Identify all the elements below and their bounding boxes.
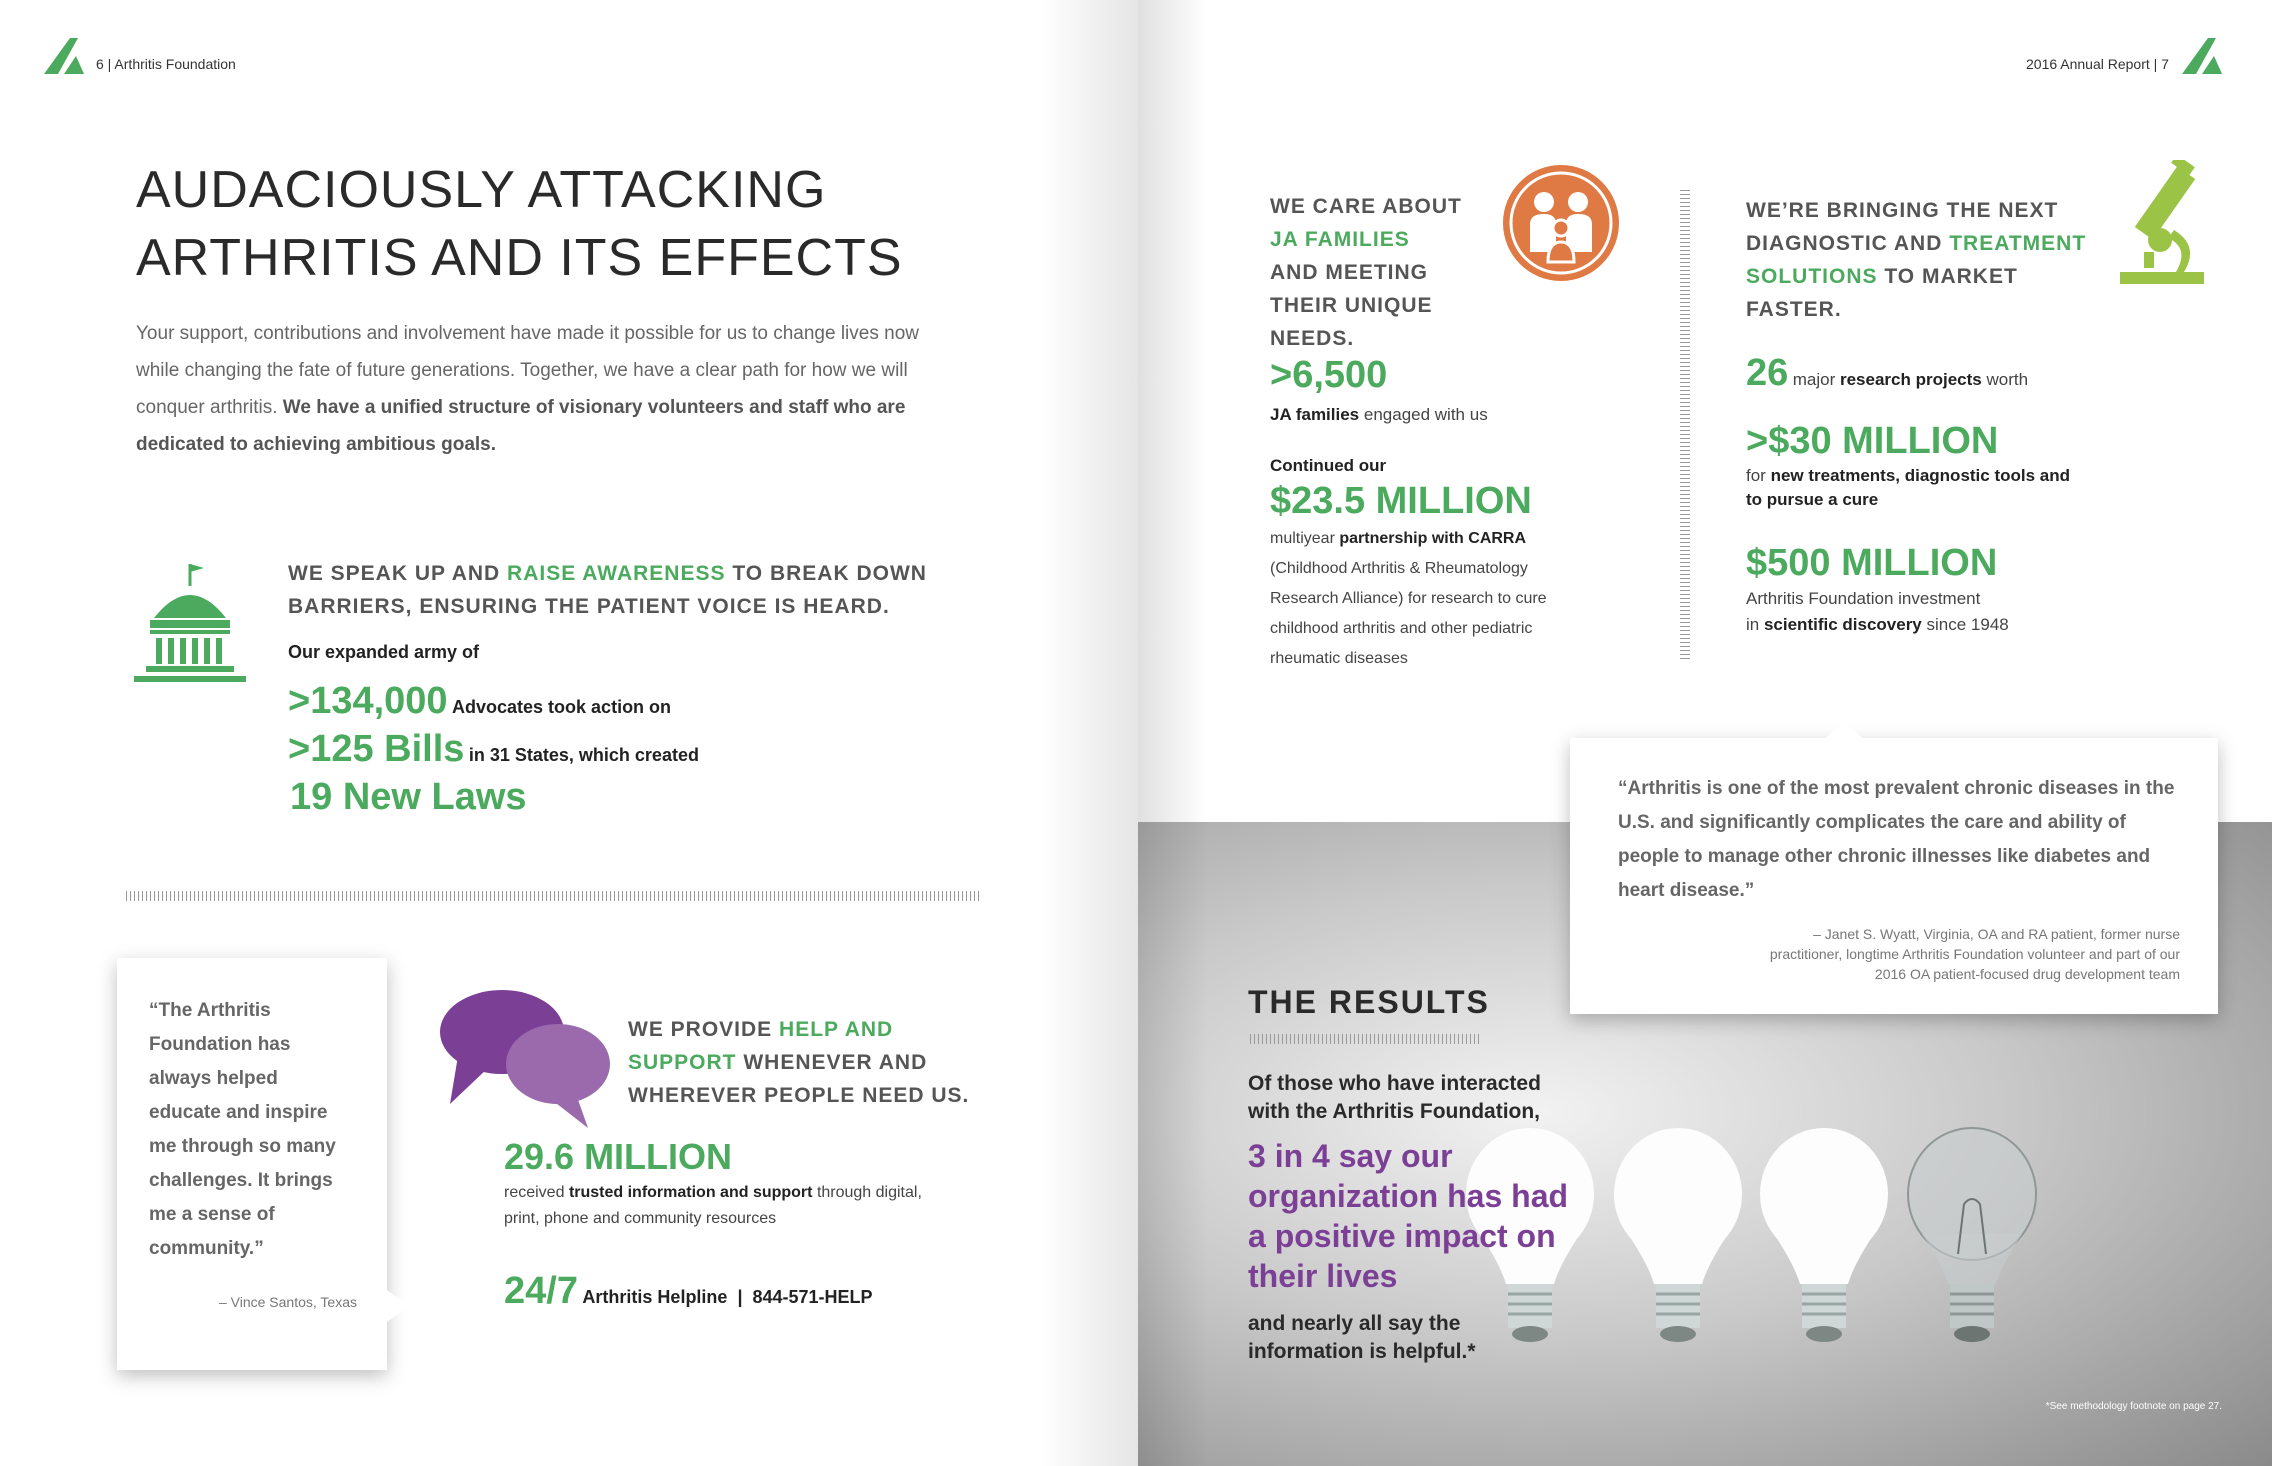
families-stat-text: JA families engaged with us — [1270, 405, 1488, 424]
logo-icon — [2182, 36, 2222, 81]
section-divider — [126, 891, 982, 901]
speech-bubbles-icon — [436, 982, 616, 1137]
advocacy-stat-bills: >125 Bills in 31 States, which created — [288, 728, 699, 770]
lightbulb-icon — [1608, 1124, 1748, 1359]
testimonial-card — [1570, 738, 2218, 1014]
column-divider — [1680, 190, 1690, 660]
microscope-icon — [2114, 160, 2210, 295]
advocacy-stat-laws: 19 New Laws — [290, 776, 527, 818]
testimonial-quote: “The Arthritis Foundation has always helped educate and inspire me through so many challenges. It brings me a sense of community.” — [149, 1000, 336, 1259]
helpline: 24/7 Arthritis Helpline | 844-571-HELP — [504, 1270, 873, 1312]
page-title: AUDACIOUSLY ATTACKING ARTHRITIS AND ITS EFFECTS — [136, 161, 903, 287]
support-stat-number: 29.6 MILLION — [504, 1136, 733, 1177]
results-divider — [1250, 1034, 1482, 1044]
testimonial-pointer — [1826, 720, 1862, 738]
right-page — [1138, 0, 2272, 1466]
investment-stat-text: Arthritis Foundation investment in scientific discovery since 1948 — [1746, 589, 2009, 634]
page-header: 2016 Annual Report | 7 — [2026, 56, 2169, 72]
family-icon — [1500, 162, 1622, 289]
carra-lead: Continued our — [1270, 456, 1387, 475]
testimonial-pointer — [387, 1290, 409, 1322]
families-heading: WE CARE ABOUT JA FAMILIES AND MEETING THEIR UNIQUE NEEDS. — [1270, 195, 1462, 350]
results-lead: Of those who have interacted with the Arthritis Foundation, — [1248, 1072, 1541, 1123]
advocacy-stat-advocates: >134,000 Advocates took action on — [288, 680, 672, 722]
families-stat-number: >6,500 — [1270, 354, 1388, 396]
carra-stat-text: multiyear partnership with CARRA (Childhood Arthritis & Rheumatology Research Alliance) for research to cure childhood arthritis and other pediatric rheumatic diseases — [1270, 530, 1547, 667]
unlit-lightbulb-icon — [1902, 1124, 2042, 1359]
intro-paragraph: Your support, contributions and involvement have made it possible for us to change lives now while changing the fate of future generations. Together, we have a clear path for how we will conquer arthritis. We have a unified structure of visionary volunteers and staff who are dedicated to achieving ambitious goals. — [136, 323, 919, 455]
footnote: *See methodology footnote on page 27. — [2045, 1401, 2222, 1412]
results-highlight: 3 in 4 say our organization has had a positive impact on their lives — [1248, 1138, 1569, 1294]
results-closing: and nearly all say the information is helpful.* — [1248, 1312, 1476, 1363]
research-stat-amount: >$30 MILLION — [1746, 420, 1999, 462]
advocacy-heading: WE SPEAK UP AND RAISE AWARENESS TO BREAK DOWN BARRIERS, ENSURING THE PATIENT VOICE IS HEARD. — [288, 562, 927, 618]
investment-stat-number: $500 MILLION — [1746, 542, 1998, 584]
testimonial-attribution: – Janet S. Wyatt, Virginia, OA and RA patient, former nurse practitioner, longtime Arthritis Foundation volunteer and part of our 2016 OA patient-focused drug development team — [1769, 926, 2180, 982]
research-stat-projects: 26 major research projects worth — [1746, 352, 2029, 394]
capitol-icon — [124, 560, 256, 697]
results-heading: THE RESULTS — [1248, 984, 1490, 1020]
testimonial-quote: “Arthritis is one of the most prevalent chronic diseases in the U.S. and significantly complicates the care and ability of people to manage other chronic illnesses like diabetes and heart disease.” — [1618, 778, 2175, 901]
carra-stat-number: $23.5 MILLION — [1270, 480, 1532, 522]
advocacy-lead: Our expanded army of — [288, 642, 480, 662]
logo-icon — [44, 36, 84, 81]
page-header: 6 | Arthritis Foundation — [96, 56, 236, 72]
testimonial-card — [117, 958, 387, 1370]
support-stat-text: received trusted information and support through digital, print, phone and community resources — [504, 1184, 922, 1227]
research-stat-amount-text: for new treatments, diagnostic tools and to pursue a cure — [1746, 466, 2071, 509]
testimonial-attribution: – Vince Santos, Texas — [218, 1294, 357, 1310]
research-heading: WE’RE BRINGING THE NEXT DIAGNOSTIC AND TREATMENT SOLUTIONS TO MARKET FASTER. — [1746, 199, 2087, 321]
lightbulb-icon — [1754, 1124, 1894, 1359]
support-heading: WE PROVIDE HELP AND SUPPORT WHENEVER AND WHEREVER PEOPLE NEED US. — [628, 1018, 970, 1107]
